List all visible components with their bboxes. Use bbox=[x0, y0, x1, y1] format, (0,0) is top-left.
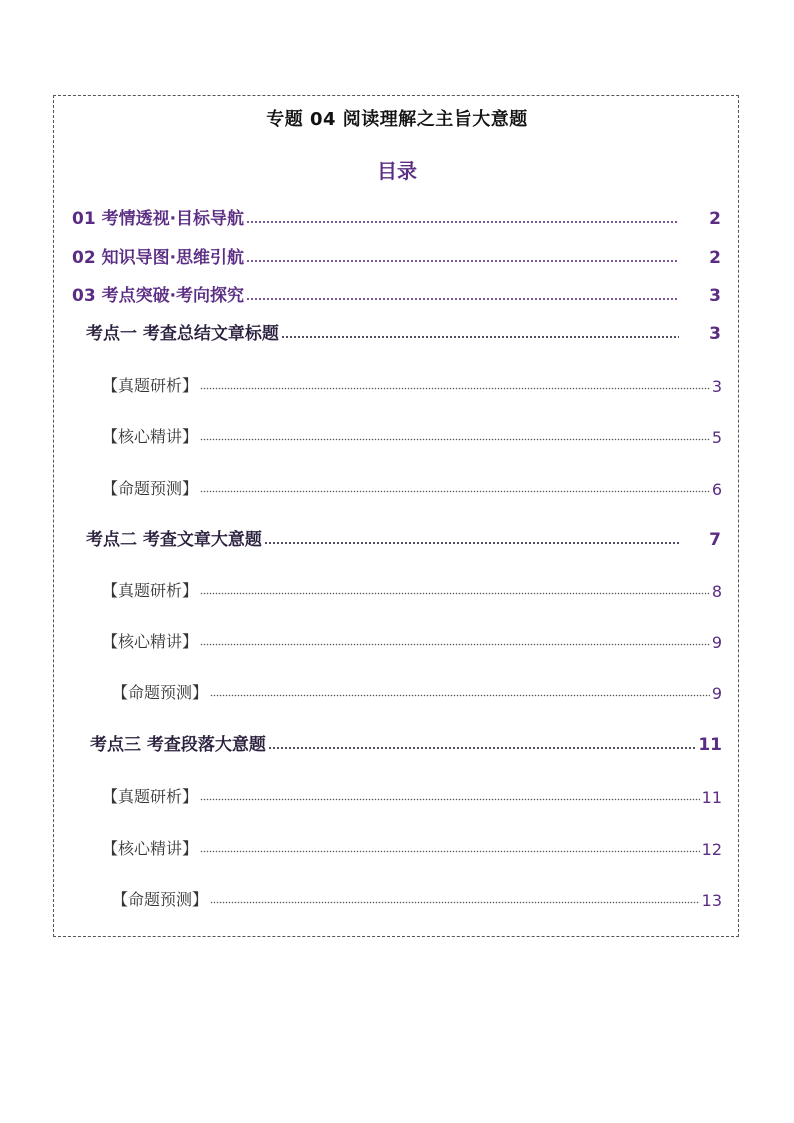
toc-entry-label: 考点一 考查总结文章标题 bbox=[86, 324, 279, 344]
toc-entry-label: 【真题研析】 bbox=[102, 787, 199, 806]
toc-entry-yuce-2[interactable] bbox=[112, 679, 722, 703]
leader-dots bbox=[200, 387, 710, 390]
toc-entry-page: 9 bbox=[711, 633, 722, 652]
toc-entry-03[interactable] bbox=[72, 282, 721, 306]
toc-entry-page: 6 bbox=[711, 480, 722, 499]
leader-dots bbox=[246, 297, 679, 301]
toc-entry-02[interactable] bbox=[72, 244, 721, 268]
toc-entry-page: 12 bbox=[701, 840, 722, 859]
toc-entry-zhenti-1[interactable] bbox=[102, 372, 722, 396]
toc-entry-page: 3 bbox=[709, 324, 721, 344]
toc-entry-page: 8 bbox=[711, 582, 722, 601]
toc-entry-label: 【命题预测】 bbox=[112, 890, 209, 909]
toc-entry-kaodian-3[interactable] bbox=[90, 731, 722, 755]
leader-dots bbox=[200, 643, 710, 646]
toc-entry-hexin-2[interactable] bbox=[102, 628, 722, 652]
toc-entry-page: 11 bbox=[698, 735, 722, 755]
toc-entry-page: 2 bbox=[709, 209, 721, 229]
toc-entry-kaodian-1[interactable] bbox=[86, 320, 721, 344]
leader-dots bbox=[246, 259, 679, 263]
leader-dots bbox=[200, 798, 700, 801]
leader-dots bbox=[200, 850, 700, 853]
toc-entry-page: 5 bbox=[711, 428, 722, 447]
toc-entry-label: 【核心精讲】 bbox=[102, 839, 199, 858]
toc-entry-page: 2 bbox=[709, 248, 721, 268]
toc-entry-label: 【真题研析】 bbox=[102, 581, 199, 600]
toc-entry-zhenti-3[interactable] bbox=[102, 783, 722, 807]
toc-entry-hexin-1[interactable] bbox=[102, 423, 722, 447]
toc-entry-zhenti-2[interactable] bbox=[102, 577, 722, 601]
toc-entry-label: 【命题预测】 bbox=[112, 683, 209, 702]
toc-entry-page: 7 bbox=[709, 530, 721, 550]
toc-entry-hexin-3[interactable] bbox=[102, 835, 722, 859]
leader-dots bbox=[200, 438, 710, 441]
toc-entry-yuce-1[interactable] bbox=[102, 475, 722, 499]
leader-dots bbox=[210, 694, 710, 697]
leader-dots bbox=[268, 746, 696, 750]
toc-entry-page: 13 bbox=[701, 891, 722, 910]
toc-entry-page: 9 bbox=[711, 684, 722, 703]
leader-dots bbox=[281, 335, 679, 339]
toc-entry-label: 01 考情透视·目标导航 bbox=[72, 209, 245, 229]
toc-entry-page: 11 bbox=[701, 788, 722, 807]
toc-entry-label: 【真题研析】 bbox=[102, 376, 199, 395]
document-title: 专题 04 阅读理解之主旨大意题 bbox=[266, 109, 528, 130]
leader-dots bbox=[264, 541, 679, 545]
toc-entry-label: 【核心精讲】 bbox=[102, 632, 199, 651]
toc-entry-page: 3 bbox=[711, 377, 722, 396]
toc-entry-label: 【命题预测】 bbox=[102, 479, 199, 498]
leader-dots bbox=[200, 490, 710, 493]
toc-entry-label: 02 知识导图·思维引航 bbox=[72, 248, 245, 268]
toc-entry-label: 03 考点突破·考向探究 bbox=[72, 286, 245, 306]
toc-entry-label: 【核心精讲】 bbox=[102, 427, 199, 446]
leader-dots bbox=[246, 220, 679, 224]
leader-dots bbox=[210, 901, 700, 904]
toc-entry-label: 考点三 考查段落大意题 bbox=[90, 735, 266, 755]
toc-entry-kaodian-2[interactable] bbox=[86, 526, 721, 550]
leader-dots bbox=[200, 592, 710, 595]
toc-heading: 目录 bbox=[377, 159, 417, 183]
toc-entry-label: 考点二 考查文章大意题 bbox=[86, 530, 262, 550]
toc-entry-yuce-3[interactable] bbox=[112, 886, 722, 910]
toc-entry-01[interactable] bbox=[72, 205, 721, 229]
toc-entry-page: 3 bbox=[709, 286, 721, 306]
